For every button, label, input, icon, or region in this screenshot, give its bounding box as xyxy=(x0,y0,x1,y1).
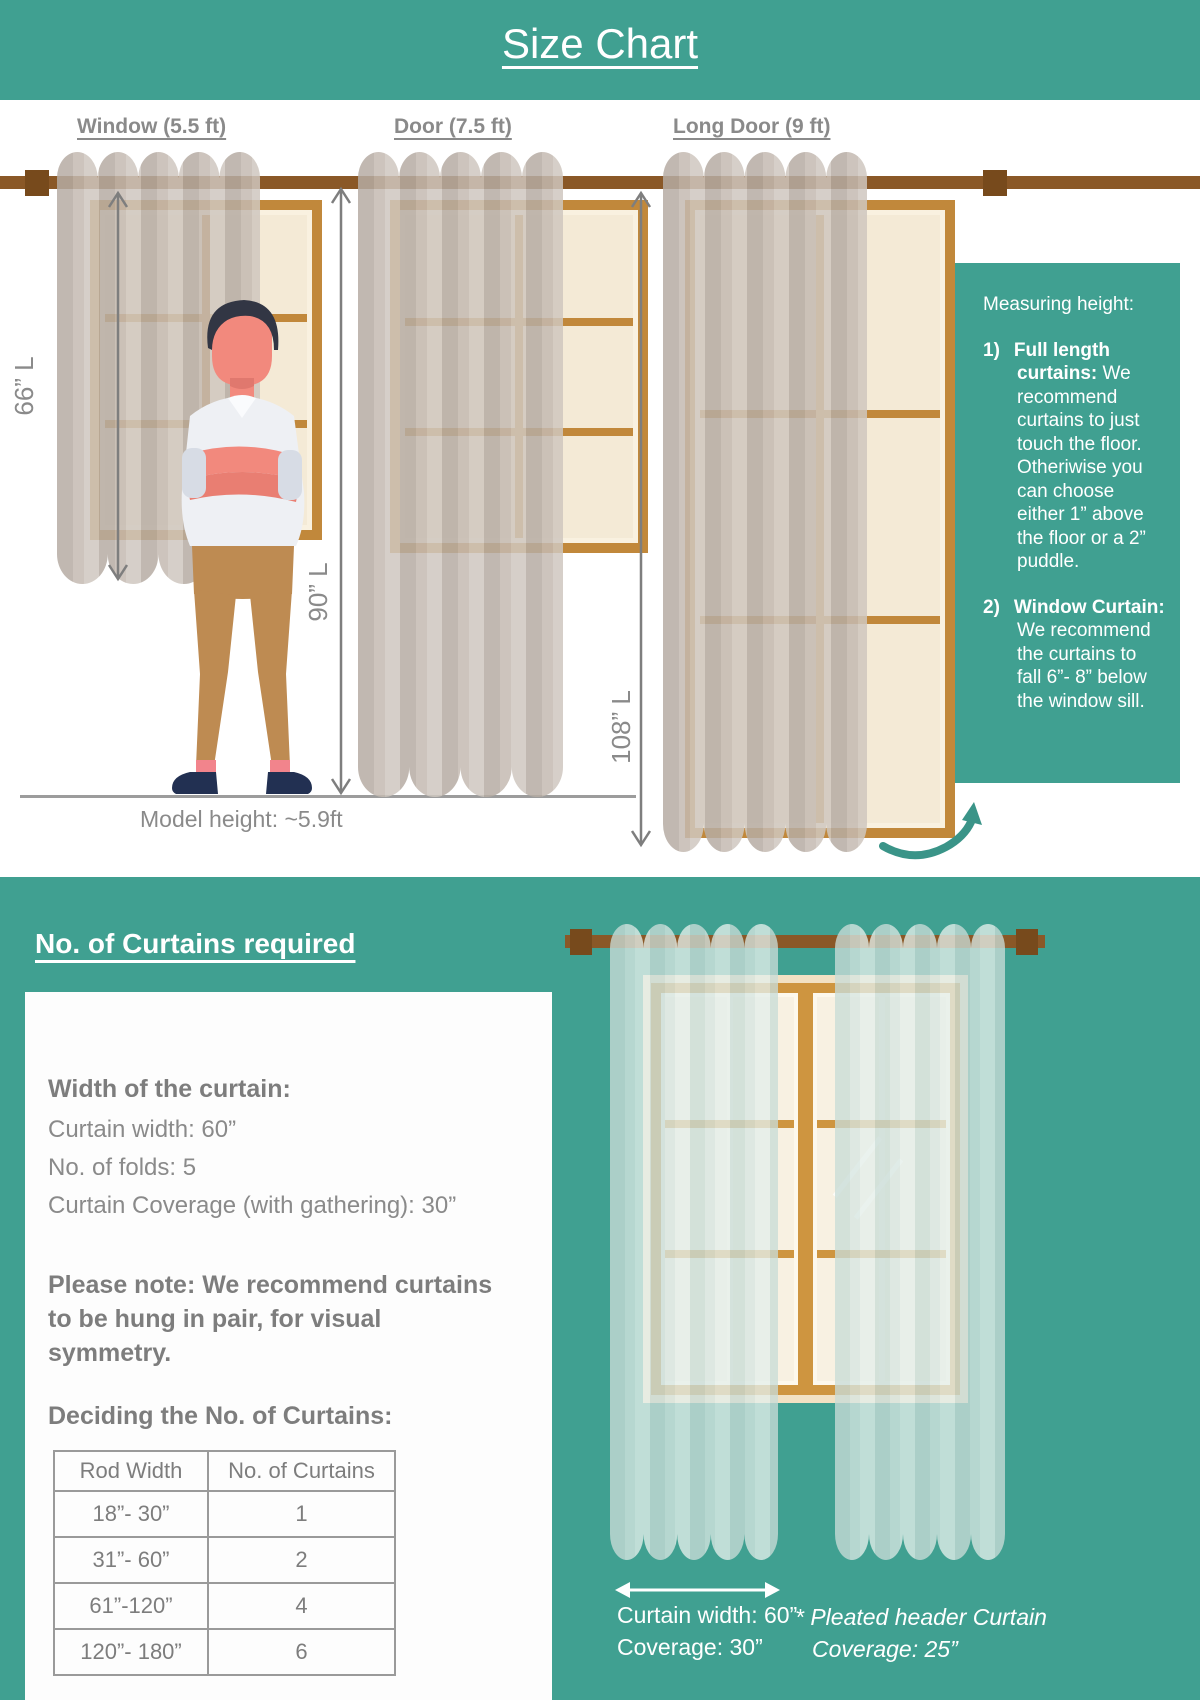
curtain-door xyxy=(358,152,563,797)
info-box-title: Measuring height: xyxy=(983,294,1135,315)
width-title: Width of the curtain: xyxy=(48,1075,291,1103)
info-box xyxy=(955,263,1180,783)
item-number: 2) xyxy=(983,596,1000,618)
cell-rod-width: 61”-120” xyxy=(54,1583,208,1629)
curtain-width: Curtain width: 60” xyxy=(48,1116,237,1143)
cell-rod-width: 31”- 60” xyxy=(54,1537,208,1583)
section-label-door: Door (7.5 ft) xyxy=(394,115,512,138)
pleated-coverage-label: Coverage: 25” xyxy=(812,1636,958,1662)
model-height-label: Model height: ~5.9ft xyxy=(140,806,343,832)
note-text: Please note: We recommend curtains to be hung in pair, for visual symmetry. xyxy=(48,1271,493,1367)
width-arrow-icon xyxy=(615,1580,780,1600)
table-row xyxy=(54,1537,395,1583)
length-label-90: 90” L xyxy=(303,562,333,622)
rod-finial-left xyxy=(25,170,49,196)
table-row xyxy=(54,1629,395,1675)
info-box-item xyxy=(983,339,1165,574)
cell-count: 4 xyxy=(208,1583,395,1629)
item-number: 1) xyxy=(983,339,1000,361)
measure-arrow-66-icon xyxy=(103,190,133,582)
measure-arrow-90-icon xyxy=(326,186,356,796)
section-label-window: Window (5.5 ft) xyxy=(77,115,227,138)
rod-finial-right-bottom xyxy=(1016,929,1038,955)
col-header-rod-width: Rod Width xyxy=(54,1451,208,1491)
page-title: Size Chart xyxy=(501,20,699,67)
bottom-heading: No. of Curtains required xyxy=(35,928,356,959)
cell-count: 6 xyxy=(208,1629,395,1675)
info-panel xyxy=(25,992,552,1700)
info-box-item xyxy=(983,596,1165,714)
item-text: We recommend the curtains to fall 6”- 8” below the window sill. xyxy=(1017,620,1151,712)
item-bold: Full length curtains: xyxy=(1013,339,1110,384)
table-row xyxy=(54,1491,395,1537)
item-bold: Window Curtain: xyxy=(1013,596,1165,618)
coverage-label: Coverage: 30” xyxy=(617,1634,763,1660)
curtain-count-table xyxy=(53,1450,396,1676)
rod-finial-left-bottom xyxy=(570,929,592,955)
cell-rod-width: 18”- 30” xyxy=(54,1491,208,1537)
section-label-long-door: Long Door (9 ft) xyxy=(673,115,831,138)
sheer-curtain-right xyxy=(835,924,1005,1560)
table-row xyxy=(54,1583,395,1629)
col-header-no-curtains: No. of Curtains xyxy=(208,1451,395,1491)
length-label-108: 108” L xyxy=(606,690,636,764)
cell-count: 2 xyxy=(208,1537,395,1583)
item-text: We recommend curtains to just touch the floor. Otheriwise you can choose either 1” above the floor or a 2” puddle. xyxy=(1017,363,1146,572)
length-label-66: 66” L xyxy=(9,356,39,416)
table-header-row xyxy=(54,1451,395,1491)
coverage-line: Curtain Coverage (with gathering): 30” xyxy=(48,1192,457,1219)
header-band xyxy=(0,0,1200,100)
curtain-long-door xyxy=(663,152,867,852)
cell-count: 1 xyxy=(208,1491,395,1537)
rod-finial-right xyxy=(983,170,1007,196)
table-title: Deciding the No. of Curtains: xyxy=(48,1402,393,1430)
cell-rod-width: 120”- 180” xyxy=(54,1629,208,1675)
no-of-folds: No. of folds: 5 xyxy=(48,1154,197,1181)
curtain-width-label: Curtain width: 60” xyxy=(617,1602,798,1628)
curved-arrow-icon xyxy=(878,800,983,864)
pleated-label: * Pleated header Curtain xyxy=(795,1604,1047,1630)
sheer-curtain-left xyxy=(610,924,778,1560)
